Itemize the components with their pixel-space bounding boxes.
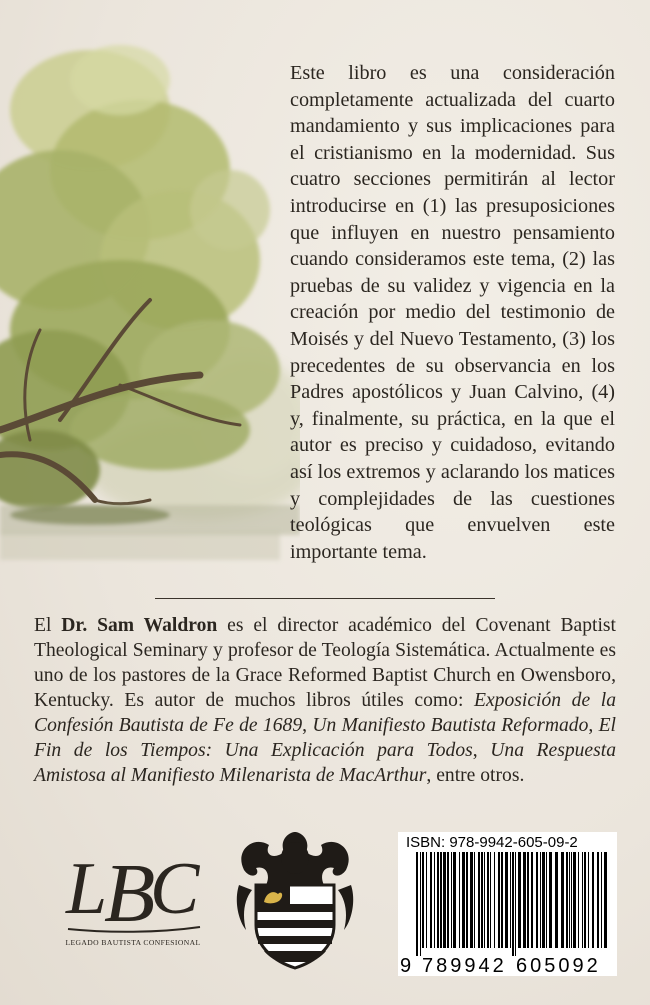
barcode-bar bbox=[523, 852, 526, 948]
barcode-bar bbox=[420, 852, 421, 956]
barcode-bar bbox=[555, 852, 558, 948]
barcode-digit-lead: 9 bbox=[400, 955, 412, 977]
barcode-bar bbox=[566, 852, 568, 948]
barcode-bar bbox=[501, 852, 503, 948]
barcode-bar bbox=[573, 852, 576, 948]
barcode-bar bbox=[462, 852, 465, 948]
barcode-bar bbox=[484, 852, 485, 948]
barcode-bar bbox=[592, 852, 594, 948]
barcode-bars bbox=[402, 852, 613, 956]
barcode-digits-left: 789942 bbox=[422, 955, 507, 977]
barcode-bar bbox=[578, 852, 579, 948]
barcode-bar bbox=[588, 852, 589, 948]
bio-outro: , entre otros. bbox=[426, 765, 525, 786]
book-title-2: Un Manifiesto Bautista Reformado bbox=[312, 715, 589, 736]
barcode-bar bbox=[510, 852, 511, 948]
barcode-bar bbox=[416, 852, 418, 956]
book-title-4: Una Respuesta Amistosa al Manifiesto Milenarista de MacArthur bbox=[34, 740, 616, 786]
barcode-bar bbox=[518, 852, 521, 948]
barcode-bar bbox=[549, 852, 552, 948]
barcode-bar bbox=[569, 852, 570, 948]
isbn-label: ISBN: 978-9942-605-09-2 bbox=[406, 834, 578, 851]
barcode-bar bbox=[597, 852, 599, 948]
barcode-bar bbox=[546, 852, 547, 948]
svg-text:C: C bbox=[150, 848, 200, 930]
isbn-barcode bbox=[398, 832, 617, 976]
barcode-bar bbox=[540, 852, 541, 948]
barcode-bar bbox=[430, 852, 432, 948]
barcode-bar bbox=[505, 852, 508, 948]
barcode-bar bbox=[447, 852, 449, 948]
publisher-logo bbox=[58, 835, 208, 955]
barcode-bar bbox=[487, 852, 489, 948]
barcode-bar bbox=[437, 852, 439, 948]
author-bio bbox=[34, 613, 616, 788]
barcode-bar bbox=[512, 852, 514, 956]
barcode-bar bbox=[601, 852, 602, 948]
barcode-bar bbox=[440, 852, 442, 948]
barcode-bar bbox=[470, 852, 473, 948]
barcode-bar bbox=[451, 852, 452, 948]
svg-text:L: L bbox=[66, 848, 108, 930]
barcode-bar bbox=[466, 852, 468, 948]
barcode-bar bbox=[527, 852, 529, 948]
barcode-bar bbox=[531, 852, 533, 948]
book-title-3: El Fin de los Tiempos: Una Explicación para Todos bbox=[34, 715, 616, 761]
barcode-bar bbox=[515, 852, 516, 956]
barcode-bar bbox=[536, 852, 538, 948]
barcode-bar bbox=[490, 852, 491, 948]
barcode-bar bbox=[584, 852, 586, 948]
barcode-bar bbox=[542, 852, 545, 948]
barcode-bar bbox=[453, 852, 456, 948]
svg-text:B: B bbox=[104, 847, 156, 940]
barcode-bar bbox=[571, 852, 572, 948]
barcode-bar bbox=[422, 852, 424, 948]
barcode-bar bbox=[459, 852, 460, 948]
bio-text: es el director académico del Covenant Baptist Theological Seminary y profesor de Teología Sistemática. Actualmente es uno de los pastores de la Grace Reformed Baptist Church en Owensboro, Kentucky. Es autor de muchos libros útiles como: bbox=[34, 615, 616, 711]
barcode-bar bbox=[426, 852, 427, 948]
bio-separator-3: , bbox=[472, 740, 491, 761]
bio-separator-2: , bbox=[588, 715, 599, 736]
book-description bbox=[290, 60, 615, 565]
bio-separator-1: , bbox=[302, 715, 313, 736]
barcode-digits-right: 605092 bbox=[516, 955, 601, 977]
barcode-bar bbox=[443, 852, 446, 948]
bio-intro: El bbox=[34, 615, 62, 636]
lbc-monogram-icon bbox=[58, 835, 208, 940]
barcode-bar bbox=[604, 852, 607, 948]
barcode-bar bbox=[474, 852, 475, 948]
barcode-bar bbox=[481, 852, 483, 948]
section-divider bbox=[155, 598, 495, 599]
heraldic-crest-icon bbox=[234, 830, 356, 970]
barcode-bar bbox=[582, 852, 583, 948]
author-bio-paragraph bbox=[34, 613, 616, 788]
barcode-bar bbox=[498, 852, 500, 948]
barcode-bar bbox=[561, 852, 564, 948]
book-description-text: Este libro es una consideración completamente actualizada del cuarto mandamiento y sus implicaciones para el cristianismo en la modernidad. Sus cuatro secciones permitirán al lector introducirse en (1) las presuposiciones que influyen en nuestro pensamiento cuando consideramos este tema, (2) las pruebas de su validez y vigencia en la creación por medio del testimonio de Moisés y del Nuevo Testamento, (3) los precedentes de su observancia en los Padres apostólicos y Juan Calvino, (4) y, finalmente, su práctica, en la que el autor es preciso y cuidadoso, evitando así los extremos y aclarando los matices y complejidades de las cuestiones teológicas que envuelven este importante tema. bbox=[290, 62, 615, 563]
barcode-bar bbox=[494, 852, 495, 948]
watercolor-tree-illustration bbox=[0, 0, 300, 600]
barcode-bar bbox=[434, 852, 435, 948]
book-title-1: Exposición de la Confesión Bautista de Fe de 1689 bbox=[34, 690, 617, 736]
author-name: Dr. Sam Waldron bbox=[61, 615, 218, 636]
barcode-bar bbox=[478, 852, 480, 948]
publisher-caption: LEGADO BAUTISTA CONFESIONAL bbox=[65, 938, 201, 947]
